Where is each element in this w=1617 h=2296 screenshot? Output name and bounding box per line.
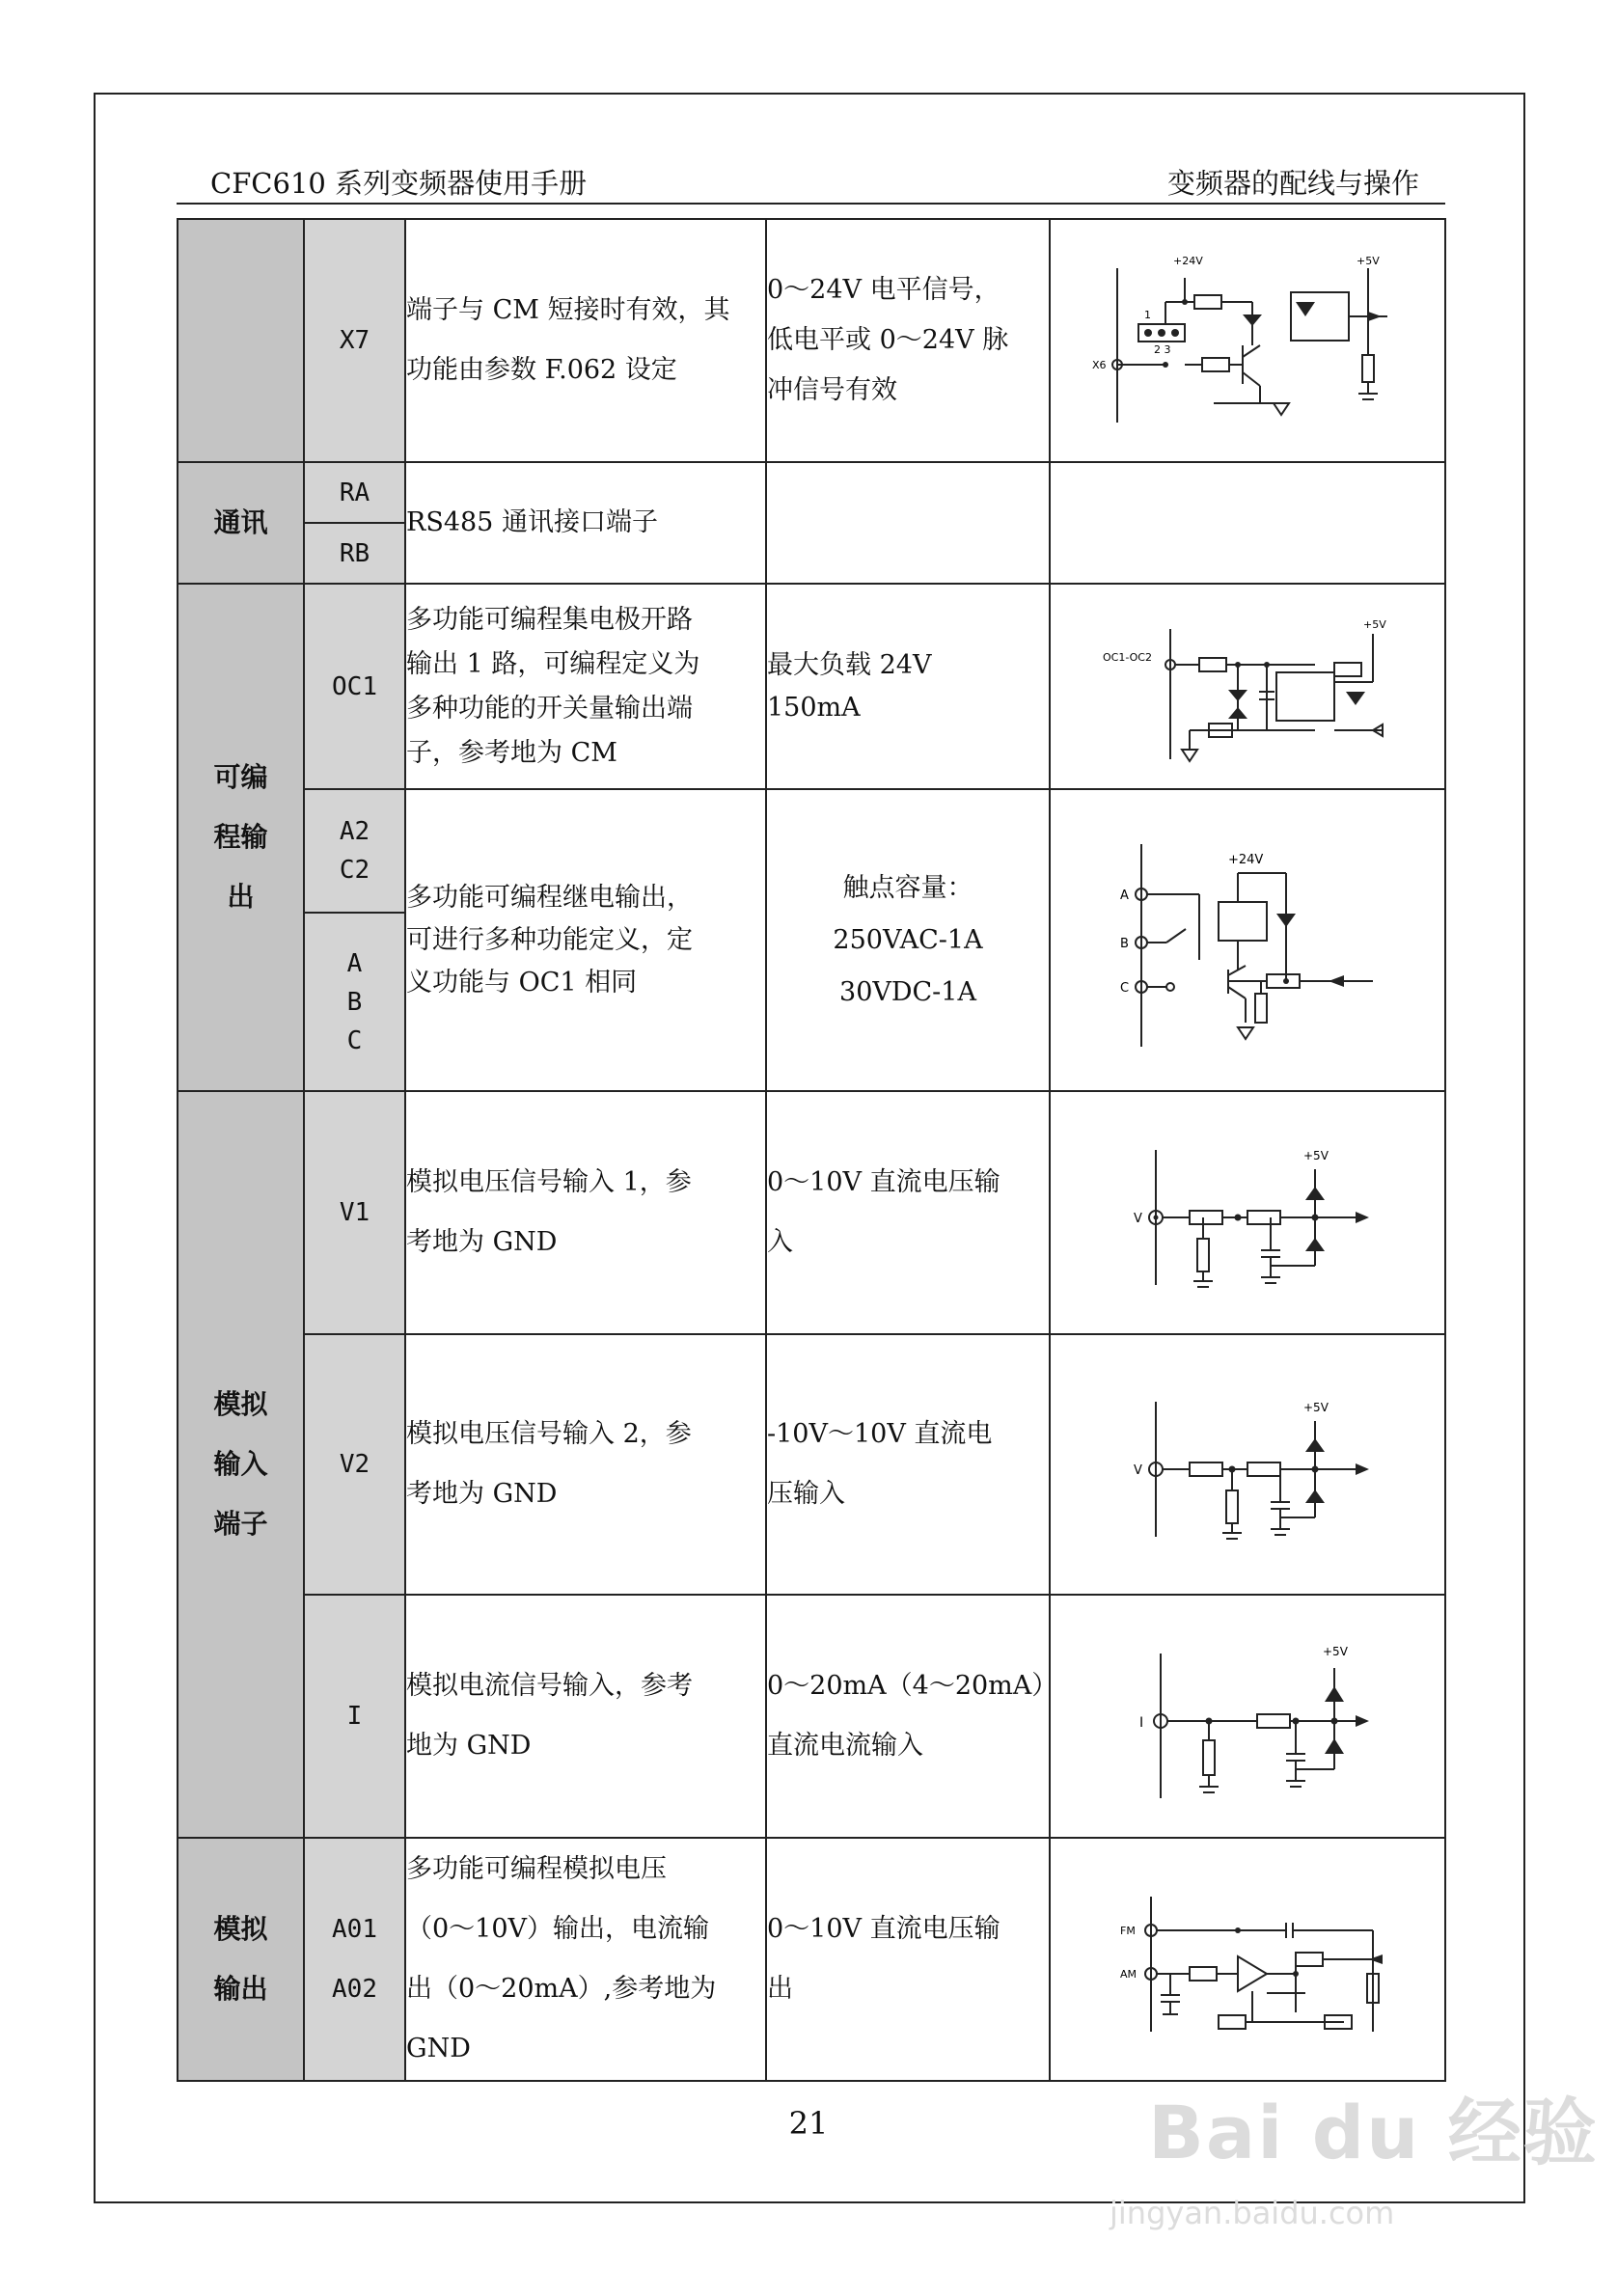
terminal-v1: V1 <box>304 1091 405 1334</box>
row-comm-ra <box>178 462 1445 523</box>
desc-i: 模拟电流信号输入，参考 地为 GND <box>405 1595 766 1838</box>
watermark-url: jingyan.baidu.com <box>1110 2195 1395 2231</box>
v2-label-5v: +5V <box>1303 1401 1329 1414</box>
circuit-v1 <box>1050 1091 1445 1334</box>
x7-circuit-diagram <box>1088 249 1407 432</box>
spec-oc1: 最大负载 24V 150mA <box>766 584 1050 789</box>
terminal-oc1: OC1 <box>304 584 405 789</box>
spec-x7: 0～24V 电平信号， 低电平或 0～24V 脉 冲信号有效 <box>766 219 1050 462</box>
oc1-circuit-diagram <box>1093 605 1402 769</box>
row-analog-out <box>178 1838 1445 2081</box>
oc1-label-oc: OC1-OC2 <box>1103 650 1152 664</box>
category-analog-output: 模拟 输出 <box>178 1838 304 2081</box>
relay-label-24v: +24V <box>1228 852 1264 867</box>
circuit-comm <box>1050 462 1445 584</box>
desc-v2: 模拟电压信号输入 2，参 考地为 GND <box>405 1334 766 1595</box>
relay-label-b: B <box>1120 936 1129 951</box>
spec-v2: -10V～10V 直流电 压输入 <box>766 1334 1050 1595</box>
spec-i: 0～20mA（4～20mA） 直流电流输入 <box>766 1595 1050 1838</box>
relay-circuit-diagram <box>1093 825 1402 1056</box>
category-cell-continued <box>178 219 304 462</box>
header-section: 变频器的配线与操作 <box>1166 167 1419 200</box>
circuit-analog-out <box>1050 1838 1445 2081</box>
desc-relay: 多功能可编程继电输出， 可进行多种功能定义，定 义功能与 OC1 相同 <box>405 789 766 1091</box>
row-oc1 <box>178 584 1445 789</box>
watermark-brand: Bai du 经验 <box>1148 2090 1599 2175</box>
circuit-oc1 <box>1050 584 1445 789</box>
desc-comm: RS485 通讯接口端子 <box>405 462 766 584</box>
circuit-i <box>1050 1595 1445 1838</box>
oc1-label-5v: +5V <box>1363 617 1386 631</box>
terminal-a2-c2: A2 C2 <box>304 789 405 913</box>
relay-label-a: A <box>1120 888 1129 903</box>
x7-label-23: 2 3 <box>1154 343 1171 356</box>
desc-x7: 端子与 CM 短接时有效，其 功能由参数 F.062 设定 <box>405 219 766 462</box>
ao-label-am: AM <box>1120 1968 1137 1981</box>
desc-v1: 模拟电压信号输入 1，参 考地为 GND <box>405 1091 766 1334</box>
spec-v1: 0～10V 直流电压输 入 <box>766 1091 1050 1334</box>
terminal-a-b-c: A B C <box>304 913 405 1091</box>
spec-analog-out: 0～10V 直流电压输 出 <box>766 1838 1050 2081</box>
row-i <box>178 1595 1445 1838</box>
category-comm: 通讯 <box>178 462 304 584</box>
spec-relay: 触点容量： 250VAC-1A 30VDC-1A <box>766 789 1050 1091</box>
header-rule <box>177 203 1445 205</box>
row-x7 <box>178 219 1445 462</box>
v1-circuit-diagram <box>1103 1131 1392 1295</box>
analog-out-circuit-diagram <box>1093 1877 1402 2041</box>
terminal-i: I <box>304 1595 405 1838</box>
header-title: CFC610 系列变频器使用手册 <box>210 167 588 200</box>
i-circuit-diagram <box>1103 1625 1392 1808</box>
terminal-ra: RA <box>304 462 405 523</box>
relay-label-c: C <box>1120 980 1130 996</box>
x7-label-1: 1 <box>1144 309 1151 321</box>
row-v2 <box>178 1334 1445 1595</box>
page-number: 21 <box>788 2105 829 2142</box>
desc-analog-out: 多功能可编程模拟电压 （0～10V）输出，电流输 出（0～20mA）,参考地为 GND <box>405 1838 766 2081</box>
v2-circuit-diagram <box>1103 1382 1392 1546</box>
i-label-i: I <box>1139 1715 1144 1731</box>
terminal-table <box>177 218 1446 2082</box>
v1-label-v: V <box>1134 1212 1142 1226</box>
row-relay-a2c2 <box>178 789 1445 913</box>
terminal-x7: X7 <box>304 219 405 462</box>
desc-oc1: 多功能可编程集电极开路 输出 1 路，可编程定义为 多种功能的开关量输出端 子，参考地为 CM <box>405 584 766 789</box>
x7-label-5v: +5V <box>1357 255 1380 267</box>
x7-label-24v: +24V <box>1173 255 1203 267</box>
category-analog-input: 模拟 输入 端子 <box>178 1091 304 1838</box>
x7-label-x6: X6 <box>1092 359 1107 371</box>
circuit-x7 <box>1050 219 1445 462</box>
terminal-a01-a02: A01 A02 <box>304 1838 405 2081</box>
v1-label-5v: +5V <box>1303 1149 1329 1162</box>
row-v1 <box>178 1091 1445 1334</box>
ao-label-fm: FM <box>1120 1925 1136 1937</box>
terminal-rb: RB <box>304 523 405 584</box>
i-label-5v: +5V <box>1323 1645 1348 1658</box>
v2-label-v: V <box>1134 1463 1142 1478</box>
category-prog-output: 可编 程输 出 <box>178 584 304 1091</box>
circuit-relay <box>1050 789 1445 1091</box>
circuit-v2 <box>1050 1334 1445 1595</box>
spec-comm <box>766 462 1050 584</box>
terminal-v2: V2 <box>304 1334 405 1595</box>
